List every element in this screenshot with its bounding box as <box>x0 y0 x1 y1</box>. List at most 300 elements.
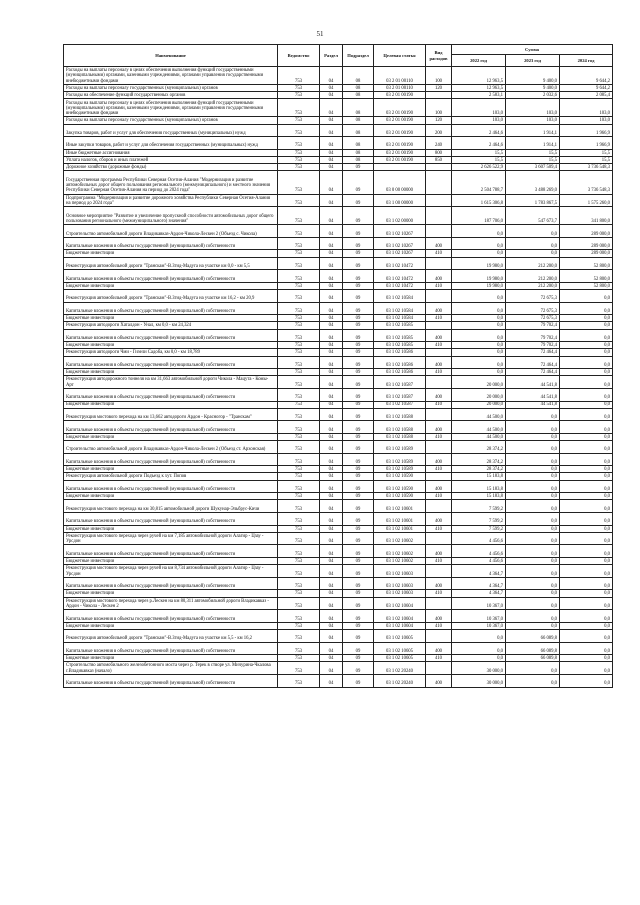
row-sum-2022: 2 464,6 <box>452 137 506 150</box>
row-sum-2022: 0,0 <box>452 329 506 342</box>
row-sum-2023: 103,0 <box>506 117 560 124</box>
row-podrazdel: 08 <box>343 67 374 85</box>
row-ved: 753 <box>278 225 320 238</box>
row-name: Расходы на выплаты персоналу в целях обеспечения выполнения функций государственными (муниципальными) органами, казенными учреждениями, органами управления государственными внебюджетными фондами <box>64 99 278 117</box>
budget-table-wrapper <box>63 44 612 688</box>
row-name: Расходы на выплаты персоналу в целях обеспечения выполнения функций государственными (муниципальными) органами, казенными учреждениями, органами управления государственными внебюджетными фондами <box>64 67 278 85</box>
row-sum-2024: 0,0 <box>560 322 613 329</box>
row-vid: 410 <box>426 433 452 440</box>
row-ved: 753 <box>278 349 320 356</box>
row-sum-2022: 15,5 <box>452 156 506 163</box>
row-razdel: 04 <box>320 270 343 283</box>
row-razdel: 04 <box>320 590 343 597</box>
row-ved: 753 <box>278 558 320 565</box>
row-name: Бюджетные инвестиции <box>64 342 278 349</box>
table-row <box>64 369 613 376</box>
row-vid: 410 <box>426 401 452 408</box>
row-name: Капитальные вложения в объекты государственной (муниципальной) собственности <box>64 577 278 590</box>
row-podrazdel: 09 <box>343 642 374 655</box>
row-podrazdel: 09 <box>343 342 374 349</box>
row-sum-2024: 0,0 <box>560 525 613 532</box>
row-target: 03 0 00 00000 <box>374 171 426 194</box>
row-target: 03 1 02 10604 <box>374 610 426 623</box>
row-vid <box>426 290 452 303</box>
row-vid <box>426 194 452 207</box>
row-sum-2024: 0,0 <box>560 302 613 315</box>
row-name: Капитальные вложения в объекты государственной (муниципальной) собственности <box>64 302 278 315</box>
row-razdel: 04 <box>320 545 343 558</box>
table-row <box>64 257 613 270</box>
row-razdel: 04 <box>320 655 343 662</box>
row-podrazdel: 09 <box>343 500 374 513</box>
row-ved: 753 <box>278 421 320 434</box>
row-razdel: 04 <box>320 67 343 85</box>
row-target: 03 1 02 10585 <box>374 342 426 349</box>
row-sum-2024: 0,0 <box>560 441 613 454</box>
row-target: 03 1 02 10601 <box>374 500 426 513</box>
row-razdel: 04 <box>320 408 343 421</box>
row-name: Уплата налогов, сборов и иных платежей <box>64 156 278 163</box>
row-ved: 753 <box>278 493 320 500</box>
row-target: 03 1 02 10587 <box>374 376 426 389</box>
row-vid <box>426 92 452 99</box>
row-target: 03 1 02 10602 <box>374 545 426 558</box>
row-ved: 753 <box>278 257 320 270</box>
row-sum-2023: 212 200,0 <box>506 282 560 289</box>
row-vid: 410 <box>426 342 452 349</box>
row-target: 03 1 02 10601 <box>374 513 426 526</box>
row-podrazdel: 09 <box>343 315 374 322</box>
row-vid <box>426 441 452 454</box>
row-ved: 753 <box>278 356 320 369</box>
table-row <box>64 225 613 238</box>
table-row <box>64 597 613 610</box>
row-ved: 753 <box>278 662 320 675</box>
row-name: Строительство автомобильного железобетонного моста через р. Терек в створе ул. Мичурина-Чкалова г.Владикавказ (начало) <box>64 662 278 675</box>
row-sum-2023: 72 464,4 <box>506 369 560 376</box>
row-podrazdel: 09 <box>343 433 374 440</box>
row-ved: 753 <box>278 408 320 421</box>
table-row <box>64 532 613 545</box>
row-ved: 753 <box>278 322 320 329</box>
row-podrazdel: 09 <box>343 473 374 480</box>
row-razdel: 04 <box>320 513 343 526</box>
row-razdel: 04 <box>320 207 343 225</box>
row-ved: 753 <box>278 433 320 440</box>
row-sum-2024: 0,0 <box>560 629 613 642</box>
row-sum-2022: 103,0 <box>452 117 506 124</box>
row-sum-2024: 3 736 548,3 <box>560 171 613 194</box>
row-target: 03 1 02 10587 <box>374 388 426 401</box>
row-name: Строительство автомобильной дороги Владикавказ-Ардон-Чикола-Лескен 2 (Объезд ст. Архонская) <box>64 441 278 454</box>
row-vid <box>426 662 452 675</box>
row-sum-2023: 0,0 <box>506 421 560 434</box>
row-vid <box>426 225 452 238</box>
row-vid: 400 <box>426 513 452 526</box>
row-name: Бюджетные инвестиции <box>64 558 278 565</box>
row-vid: 120 <box>426 85 452 92</box>
row-vid <box>426 322 452 329</box>
row-razdel: 04 <box>320 282 343 289</box>
row-sum-2022: 0,0 <box>452 225 506 238</box>
row-target: 03 2 01 00190 <box>374 137 426 150</box>
row-name: Реконструкция мостового перехода через ручей на км 7,185 автомобильной дороги Алагир - Цзау - Урсдон <box>64 532 278 545</box>
table-row <box>64 674 613 687</box>
row-sum-2022: 0,0 <box>452 629 506 642</box>
row-podrazdel: 09 <box>343 662 374 675</box>
row-vid <box>426 500 452 513</box>
row-name: Основное мероприятие "Развитие и увеличение пропускной способности автомобильных дорог общего пользования регионального (межмуниципального) значения" <box>64 207 278 225</box>
row-sum-2023: 1 783 867,5 <box>506 194 560 207</box>
row-podrazdel: 09 <box>343 164 374 171</box>
row-vid: 410 <box>426 466 452 473</box>
row-sum-2024: 9 644,2 <box>560 85 613 92</box>
row-razdel: 04 <box>320 349 343 356</box>
row-sum-2022: 4 364,7 <box>452 565 506 578</box>
row-sum-2022: 19 980,0 <box>452 270 506 283</box>
row-vid <box>426 164 452 171</box>
row-sum-2023: 66 089,8 <box>506 655 560 662</box>
row-podrazdel: 09 <box>343 480 374 493</box>
row-sum-2024: 1 966,9 <box>560 124 613 137</box>
row-sum-2023: 66 089,8 <box>506 629 560 642</box>
page-number: 51 <box>316 30 324 38</box>
row-name: Бюджетные инвестиции <box>64 493 278 500</box>
row-sum-2022: 20 000,0 <box>452 376 506 389</box>
row-sum-2023: 72 464,4 <box>506 349 560 356</box>
table-row <box>64 655 613 662</box>
row-sum-2022: 10 367,0 <box>452 622 506 629</box>
table-row <box>64 610 613 623</box>
row-razdel: 04 <box>320 629 343 642</box>
row-sum-2022: 0,0 <box>452 290 506 303</box>
row-podrazdel: 09 <box>343 421 374 434</box>
row-sum-2024: 289 000,0 <box>560 250 613 257</box>
row-target: 03 1 02 10584 <box>374 302 426 315</box>
row-sum-2023: 1 914,1 <box>506 124 560 137</box>
row-vid: 120 <box>426 117 452 124</box>
table-body <box>64 67 613 688</box>
row-name: Капитальные вложения в объекты государственной (муниципальной) собственности <box>64 356 278 369</box>
row-razdel: 04 <box>320 662 343 675</box>
row-name: Подпрограмма "Модернизация и развитие дорожного хозяйства Республики Северная Осетия-Алания на период до 2024 года" <box>64 194 278 207</box>
row-sum-2023: 0,0 <box>506 453 560 466</box>
table-row <box>64 433 613 440</box>
row-ved: 753 <box>278 610 320 623</box>
row-podrazdel: 09 <box>343 282 374 289</box>
row-podrazdel: 09 <box>343 171 374 194</box>
row-sum-2022: 0,0 <box>452 369 506 376</box>
row-sum-2024: 0,0 <box>560 532 613 545</box>
row-sum-2022: 0,0 <box>452 356 506 369</box>
budget-table <box>63 44 613 688</box>
table-row <box>64 67 613 85</box>
row-sum-2024: 0,0 <box>560 622 613 629</box>
row-vid <box>426 629 452 642</box>
row-vid <box>426 171 452 194</box>
row-sum-2024: 15,5 <box>560 149 613 156</box>
row-sum-2024: 289 000,0 <box>560 237 613 250</box>
table-row <box>64 117 613 124</box>
row-vid: 410 <box>426 493 452 500</box>
row-podrazdel: 09 <box>343 532 374 545</box>
row-name: Реконструкция мостового перехода на км 13,662 автодороги Ардон - Красногор - "Транскам" <box>64 408 278 421</box>
row-sum-2022: 20 000,0 <box>452 401 506 408</box>
row-podrazdel: 09 <box>343 655 374 662</box>
table-row <box>64 376 613 389</box>
row-razdel: 04 <box>320 194 343 207</box>
row-vid: 400 <box>426 674 452 687</box>
row-razdel: 04 <box>320 473 343 480</box>
row-ved: 753 <box>278 466 320 473</box>
row-sum-2022: 28 374,2 <box>452 466 506 473</box>
row-ved: 753 <box>278 480 320 493</box>
row-ved: 753 <box>278 401 320 408</box>
row-sum-2022: 4 364,7 <box>452 577 506 590</box>
row-ved: 753 <box>278 207 320 225</box>
row-podrazdel: 09 <box>343 237 374 250</box>
row-podrazdel: 09 <box>343 610 374 623</box>
row-ved: 753 <box>278 369 320 376</box>
row-sum-2023: 0,0 <box>506 466 560 473</box>
table-row <box>64 315 613 322</box>
row-razdel: 04 <box>320 433 343 440</box>
row-podrazdel: 09 <box>343 322 374 329</box>
row-ved: 753 <box>278 329 320 342</box>
row-name: Бюджетные инвестиции <box>64 525 278 532</box>
row-target: 03 1 02 10589 <box>374 441 426 454</box>
row-target: 03 1 02 10603 <box>374 565 426 578</box>
row-razdel: 04 <box>320 500 343 513</box>
row-ved: 753 <box>278 655 320 662</box>
row-ved: 753 <box>278 85 320 92</box>
row-name: Реконструкция мостового перехода на км 30,815 автомобильной дороги Шукунар-Эльбрус-Кичи <box>64 500 278 513</box>
header-podrazdel: Подраздел <box>343 45 374 67</box>
row-target: 03 1 02 10602 <box>374 558 426 565</box>
row-vid: 100 <box>426 67 452 85</box>
row-target: 03 2 01 00110 <box>374 67 426 85</box>
row-name: Капитальные вложения в объекты государственной (муниципальной) собственности <box>64 545 278 558</box>
row-sum-2023: 0,0 <box>506 525 560 532</box>
row-podrazdel: 09 <box>343 369 374 376</box>
row-sum-2024: 0,0 <box>560 342 613 349</box>
row-target <box>374 164 426 171</box>
row-target: 03 1 02 10585 <box>374 329 426 342</box>
row-name: Реконструкция автомобильной дороги "Транскам"-В.Згид-Мадуга на участке км 5,5 - км 16,2 <box>64 629 278 642</box>
row-sum-2023: 0,0 <box>506 493 560 500</box>
table-row <box>64 356 613 369</box>
row-sum-2023: 66 089,8 <box>506 642 560 655</box>
table-row <box>64 85 613 92</box>
row-ved: 753 <box>278 376 320 389</box>
row-ved: 753 <box>278 124 320 137</box>
row-sum-2023: 79 702,4 <box>506 329 560 342</box>
row-sum-2023: 79 702,4 <box>506 322 560 329</box>
row-podrazdel: 09 <box>343 597 374 610</box>
row-sum-2024: 289 000,0 <box>560 225 613 238</box>
table-row <box>64 92 613 99</box>
row-name: Бюджетные инвестиции <box>64 401 278 408</box>
row-sum-2022: 30 000,0 <box>452 662 506 675</box>
row-razdel: 04 <box>320 610 343 623</box>
row-sum-2023: 212 200,0 <box>506 270 560 283</box>
row-target: 03 1 00 00000 <box>374 194 426 207</box>
row-podrazdel: 09 <box>343 545 374 558</box>
row-name: Бюджетные инвестиции <box>64 315 278 322</box>
row-ved: 753 <box>278 532 320 545</box>
row-sum-2024: 0,0 <box>560 480 613 493</box>
row-sum-2023: 0,0 <box>506 590 560 597</box>
row-ved: 753 <box>278 674 320 687</box>
row-sum-2024: 0,0 <box>560 473 613 480</box>
row-sum-2023: 72 464,4 <box>506 356 560 369</box>
row-target: 03 1 02 10590 <box>374 480 426 493</box>
row-sum-2022: 7 599,2 <box>452 500 506 513</box>
row-sum-2022: 4 456,6 <box>452 532 506 545</box>
row-sum-2022: 2 464,6 <box>452 124 506 137</box>
row-target: 03 1 02 10605 <box>374 655 426 662</box>
row-sum-2024: 0,0 <box>560 590 613 597</box>
row-podrazdel: 08 <box>343 99 374 117</box>
row-name: Капитальные вложения в объекты государственной (муниципальной) собственности <box>64 388 278 401</box>
row-sum-2024: 0,0 <box>560 466 613 473</box>
row-sum-2024: 9 644,2 <box>560 67 613 85</box>
row-vid: 410 <box>426 655 452 662</box>
row-sum-2024: 0,0 <box>560 674 613 687</box>
row-vid <box>426 349 452 356</box>
row-name: Бюджетные инвестиции <box>64 369 278 376</box>
row-sum-2024: 0,0 <box>560 662 613 675</box>
row-podrazdel: 09 <box>343 513 374 526</box>
row-razdel: 04 <box>320 92 343 99</box>
table-row <box>64 408 613 421</box>
row-sum-2022: 28 374,2 <box>452 453 506 466</box>
row-ved: 753 <box>278 545 320 558</box>
row-sum-2024: 0,0 <box>560 597 613 610</box>
row-ved: 753 <box>278 315 320 322</box>
row-ved: 753 <box>278 525 320 532</box>
row-sum-2023: 0,0 <box>506 480 560 493</box>
row-ved: 753 <box>278 237 320 250</box>
header-ved: Ведомство <box>278 45 320 67</box>
row-podrazdel: 09 <box>343 356 374 369</box>
row-razdel: 04 <box>320 642 343 655</box>
table-header <box>64 45 613 67</box>
row-name: Капитальные вложения в объекты государственной (муниципальной) собственности <box>64 610 278 623</box>
row-target: 03 1 02 10584 <box>374 315 426 322</box>
table-row <box>64 156 613 163</box>
row-podrazdel: 09 <box>343 207 374 225</box>
row-target: 03 1 02 10604 <box>374 622 426 629</box>
row-podrazdel: 08 <box>343 85 374 92</box>
header-name: Наименование <box>64 45 278 67</box>
row-target: 03 2 01 00190 <box>374 149 426 156</box>
row-podrazdel: 08 <box>343 117 374 124</box>
row-sum-2024: 0,0 <box>560 565 613 578</box>
row-sum-2023: 15,5 <box>506 156 560 163</box>
table-row <box>64 137 613 150</box>
row-razdel: 04 <box>320 225 343 238</box>
row-vid: 800 <box>426 149 452 156</box>
row-razdel: 04 <box>320 322 343 329</box>
table-row <box>64 473 613 480</box>
row-target: 03 1 02 10588 <box>374 433 426 440</box>
row-sum-2023: 0,0 <box>506 441 560 454</box>
row-target: 03 1 02 10603 <box>374 577 426 590</box>
row-sum-2024: 0,0 <box>560 369 613 376</box>
row-podrazdel: 09 <box>343 290 374 303</box>
row-sum-2023: 0,0 <box>506 250 560 257</box>
row-sum-2024: 52 800,0 <box>560 270 613 283</box>
row-razdel: 04 <box>320 376 343 389</box>
row-razdel: 04 <box>320 99 343 117</box>
row-sum-2022: 44 500,0 <box>452 433 506 440</box>
row-podrazdel: 09 <box>343 250 374 257</box>
row-sum-2024: 0,0 <box>560 453 613 466</box>
row-vid: 410 <box>426 282 452 289</box>
row-name: Капитальные вложения в объекты государственной (муниципальной) собственности <box>64 513 278 526</box>
row-target: 03 1 02 10590 <box>374 493 426 500</box>
row-name: Бюджетные инвестиции <box>64 250 278 257</box>
row-razdel: 04 <box>320 250 343 257</box>
row-target: 03 1 02 10590 <box>374 473 426 480</box>
row-vid: 410 <box>426 590 452 597</box>
row-sum-2024: 0,0 <box>560 421 613 434</box>
row-ved: 753 <box>278 270 320 283</box>
row-sum-2023: 0,0 <box>506 408 560 421</box>
table-row <box>64 466 613 473</box>
row-ved: 753 <box>278 149 320 156</box>
row-target: 03 1 02 10588 <box>374 421 426 434</box>
row-vid: 200 <box>426 124 452 137</box>
table-row <box>64 622 613 629</box>
row-ved: 753 <box>278 473 320 480</box>
row-podrazdel: 09 <box>343 194 374 207</box>
row-ved: 753 <box>278 171 320 194</box>
row-sum-2023: 0,0 <box>506 473 560 480</box>
row-ved: 753 <box>278 453 320 466</box>
row-sum-2023: 72 675,3 <box>506 290 560 303</box>
row-ved: 753 <box>278 164 320 171</box>
table-row <box>64 565 613 578</box>
row-sum-2022: 15,5 <box>452 149 506 156</box>
row-sum-2022: 2 504 788,7 <box>452 171 506 194</box>
row-podrazdel: 09 <box>343 401 374 408</box>
table-row <box>64 194 613 207</box>
row-sum-2024: 0,0 <box>560 545 613 558</box>
row-sum-2023: 0,0 <box>506 597 560 610</box>
row-razdel: 04 <box>320 156 343 163</box>
row-ved: 753 <box>278 500 320 513</box>
table-row <box>64 342 613 349</box>
row-razdel: 04 <box>320 421 343 434</box>
header-sum: Сумма <box>452 45 613 55</box>
header-target: Целевая статья <box>374 45 426 67</box>
row-vid: 850 <box>426 156 452 163</box>
table-row <box>64 164 613 171</box>
row-podrazdel: 09 <box>343 376 374 389</box>
row-razdel: 04 <box>320 137 343 150</box>
row-name: Реконструкция автодорожного тоннеля на км 31,663 автомобильной дороги Чикола - Мацута - Комы-Арт <box>64 376 278 389</box>
row-sum-2022: 0,0 <box>452 250 506 257</box>
row-sum-2023: 0,0 <box>506 622 560 629</box>
row-sum-2022: 2 583,1 <box>452 92 506 99</box>
row-razdel: 04 <box>320 388 343 401</box>
row-sum-2023: 0,0 <box>506 558 560 565</box>
row-razdel: 04 <box>320 453 343 466</box>
row-ved: 753 <box>278 67 320 85</box>
row-razdel: 04 <box>320 466 343 473</box>
